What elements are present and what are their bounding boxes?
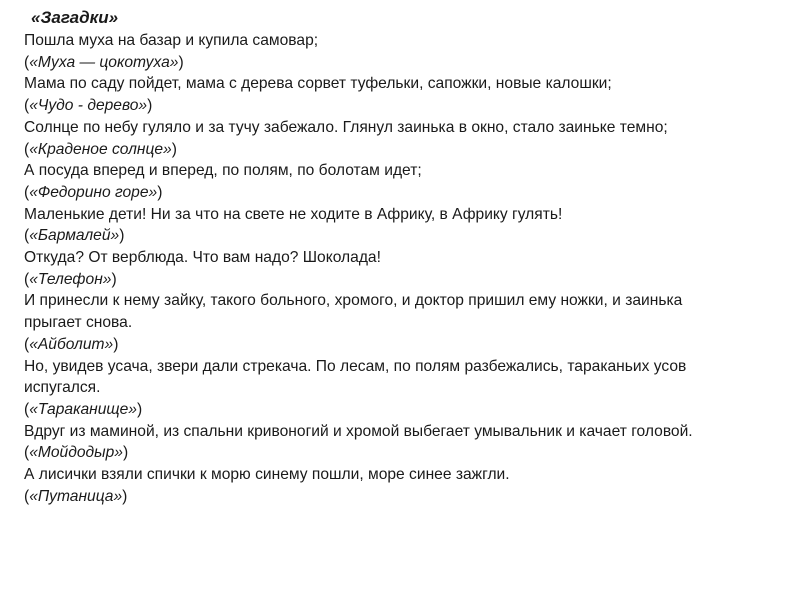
answer-title: «Путаница» [29, 487, 123, 505]
riddle-answer: («Тараканище») [24, 400, 143, 418]
answer-title: «Чудо - дерево» [29, 97, 148, 115]
riddle-text: Вдруг из маминой, из спальни кривоногий и хромой выбегает умывальник и качает головой. [24, 422, 693, 440]
riddle-answer: («Федорино горе») [24, 183, 163, 201]
answer-title: «Муха — цокотуха» [29, 53, 179, 71]
riddle-answer: («Краденое солнце») [24, 140, 177, 158]
riddle-answer: («Муха — цокотуха») [24, 53, 184, 71]
answer-title: «Краденое солнце» [29, 140, 172, 158]
document-title: «Загадки» [31, 8, 119, 27]
riddle-answer: («Мойдодыр») [24, 444, 129, 462]
riddle-text: Пошла муха на базар и купила самовар; [24, 32, 319, 49]
riddle-text: Мама по саду пойдет, мама с дерева сорвет туфельки, сапожки, новые калошки; [24, 75, 612, 93]
riddle-answer: («Чудо - дерево») [24, 97, 153, 115]
answer-title: «Тараканище» [29, 400, 137, 418]
riddle-text: И принесли к нему зайку, такого больного, хромого, и доктор пришил ему ножки, и заинька прыгает снова. [24, 292, 683, 332]
riddle-text: Но, увидев усача, звери дали стрекача. По лесам, по полям разбежались, тараканьих усов испугался. [24, 357, 687, 397]
riddle-answer: («Путаница») [24, 487, 128, 505]
answer-title: «Бармалей» [29, 227, 120, 245]
riddle-answer: («Телефон») [24, 270, 117, 288]
answer-title: «Айболит» [29, 335, 114, 353]
riddle-text: Маленькие дети! Ни за что на свете не ходите в Африку, в Африку гулять! [24, 205, 563, 223]
answer-title: «Телефон» [29, 270, 112, 288]
riddle-answer: («Бармалей») [24, 227, 125, 245]
answer-title: «Федорино горе» [29, 183, 158, 201]
riddle-text: Солнце по небу гуляло и за тучу забежало. Глянул заинька в окно, стало заиньке темно; [24, 118, 668, 136]
answer-title: «Мойдодыр» [29, 444, 123, 462]
riddle-text: Откуда? От верблюда. Что вам надо? Шоколада! [24, 249, 381, 267]
riddle-text: А лисички взяли спички к морю синему пошли, море синее зажгли. [24, 466, 510, 484]
document [24, 6, 794, 507]
riddle-text: А посуда вперед и вперед, по полям, по болотам идет; [24, 162, 422, 180]
riddle-answer: («Айболит») [24, 335, 119, 353]
